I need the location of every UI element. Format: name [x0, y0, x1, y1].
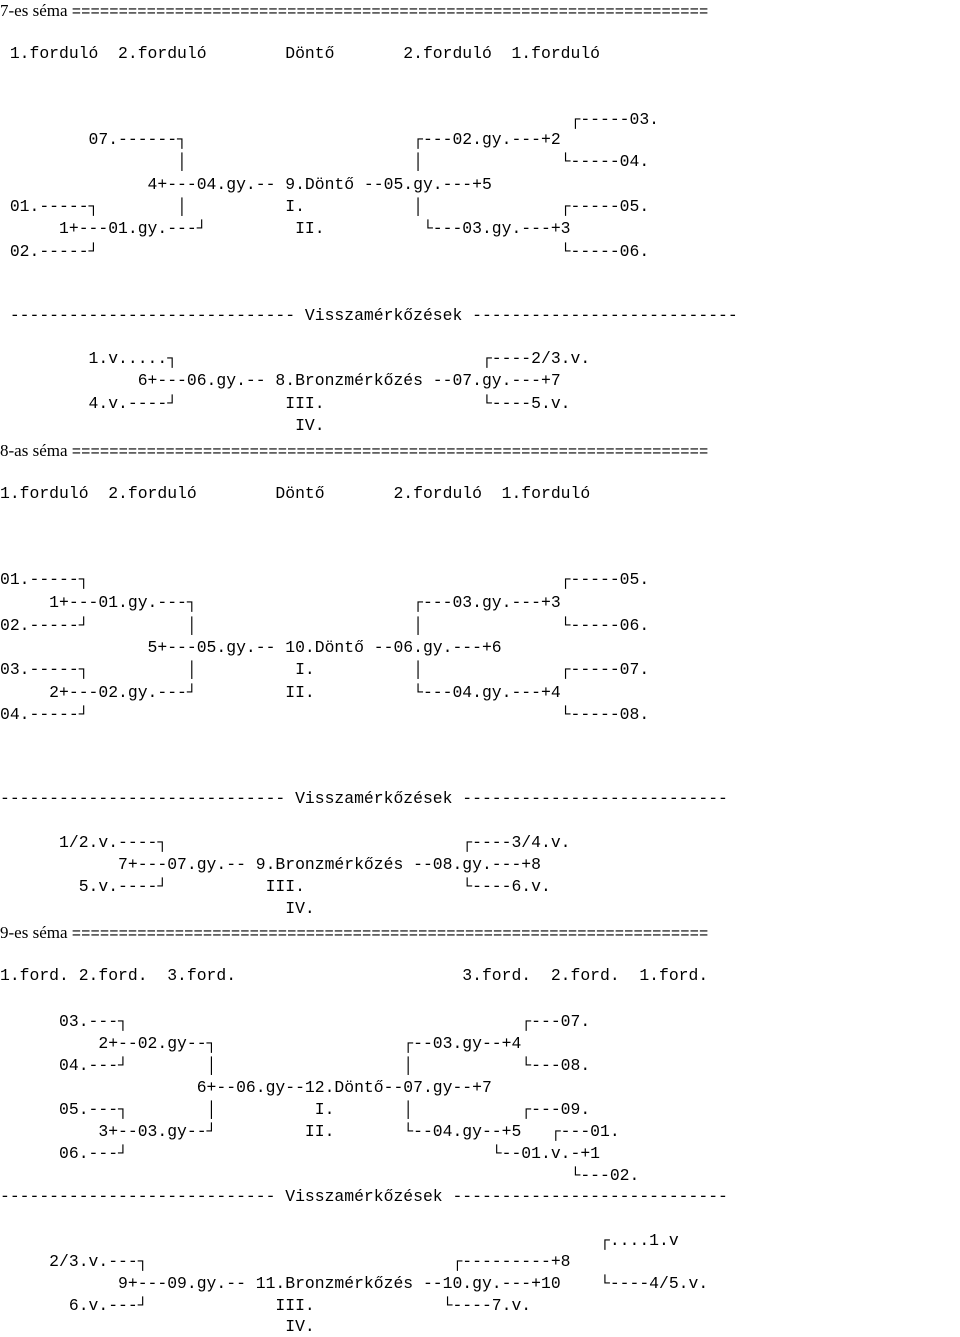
bracket-line: 3+--03.gy--┘ II. └--04.gy--+5 ┌---01.	[0, 1122, 620, 1141]
bracket-line: 07.------┐ ┌---02.gy.---+2	[0, 130, 561, 149]
bracket-line: 4+---04.gy.-- 9.Döntő --05.gy.---+5	[0, 175, 492, 194]
bracket-line: 03.---┐ ┌---07.	[0, 1012, 591, 1031]
bracket-line: 2+---02.gy.---┘ II. └---04.gy.---+4	[0, 683, 561, 702]
scheme-rule: ====================================================================	[71, 3, 709, 21]
rematch-divider: ----------------------------- Visszamérkőzések ---------------------------	[0, 306, 738, 325]
bracket-line: └---02.	[0, 1166, 640, 1185]
bracket-line: 02.-----┘ └-----06.	[0, 242, 650, 261]
rematch-line: 4.v.----┘ III. └----5.v.	[0, 394, 571, 413]
bracket-line: 04.-----┘ └-----08.	[0, 705, 650, 724]
scheme-title: 8-as séma	[0, 441, 68, 460]
bracket-line: 02.-----┘ │ │ └-----06.	[0, 616, 650, 635]
bracket-line: 2+--02.gy--┐ ┌--03.gy--+4	[0, 1034, 522, 1053]
rematch-line: 1.v.....┐ ┌----2/3.v.	[0, 349, 591, 368]
scheme-title: 9-es séma	[0, 923, 68, 942]
rematch-line: 1/2.v.----┐ ┌----3/4.v.	[0, 833, 571, 852]
bracket-line: 04.---┘ │ │ └---08.	[0, 1056, 591, 1075]
rematch-line: IV.	[0, 416, 325, 435]
bracket-line: │ │ └-----04.	[0, 152, 650, 171]
scheme-title-line	[0, 0, 708, 23]
bracket-line: ┌-----03.	[0, 110, 660, 129]
scheme-title: 7-es séma	[0, 1, 68, 20]
rematch-line: 6.v.---┘ III. └----7.v.	[0, 1296, 532, 1315]
round-headers: 1.forduló 2.forduló Döntő 2.forduló 1.forduló	[0, 44, 600, 63]
scheme-title-line	[0, 440, 708, 463]
bracket-line: 6+--06.gy--12.Döntő--07.gy--+7	[0, 1078, 492, 1097]
rematch-line: IV.	[0, 1317, 315, 1336]
rematch-divider: ---------------------------- Visszamérkőzések ----------------------------	[0, 1187, 728, 1206]
round-headers: 1.forduló 2.forduló Döntő 2.forduló 1.forduló	[0, 484, 591, 503]
rematch-line: ┌....1.v	[0, 1231, 679, 1250]
rematch-line: 6+---06.gy.-- 8.Bronzmérkőzés --07.gy.---+7	[0, 371, 561, 390]
bracket-line: 01.-----┐ │ I. │ ┌-----05.	[0, 197, 650, 216]
bracket-line: 01.-----┐ ┌-----05.	[0, 570, 650, 589]
scheme-rule: ====================================================================	[71, 443, 709, 461]
scheme-rule: ====================================================================	[71, 925, 709, 943]
rematch-divider: ----------------------------- Visszamérkőzések ---------------------------	[0, 789, 728, 808]
bracket-line: 1+---01.gy.---┘ II. └---03.gy.---+3	[0, 219, 571, 238]
bracket-line: 06.---┘ └--01.v.-+1	[0, 1144, 600, 1163]
bracket-line: 1+---01.gy.---┐ ┌---03.gy.---+3	[0, 593, 561, 612]
scheme-title-line	[0, 922, 708, 945]
bracket-line: 03.-----┐ │ I. │ ┌-----07.	[0, 660, 650, 679]
round-headers: 1.ford. 2.ford. 3.ford. 3.ford. 2.ford. 1.ford.	[0, 966, 709, 985]
rematch-line: 7+---07.gy.-- 9.Bronzmérkőzés --08.gy.---+8	[0, 855, 541, 874]
rematch-line: 9+---09.gy.-- 11.Bronzmérkőzés --10.gy.---+10 └----4/5.v.	[0, 1274, 709, 1293]
rematch-line: 5.v.----┘ III. └----6.v.	[0, 877, 551, 896]
bracket-line: 05.---┐ │ I. │ ┌---09.	[0, 1100, 591, 1119]
rematch-line: IV.	[0, 899, 315, 918]
bracket-line: 5+---05.gy.-- 10.Döntő --06.gy.---+6	[0, 638, 502, 657]
rematch-line: 2/3.v.---┐ ┌---------+8	[0, 1252, 571, 1271]
